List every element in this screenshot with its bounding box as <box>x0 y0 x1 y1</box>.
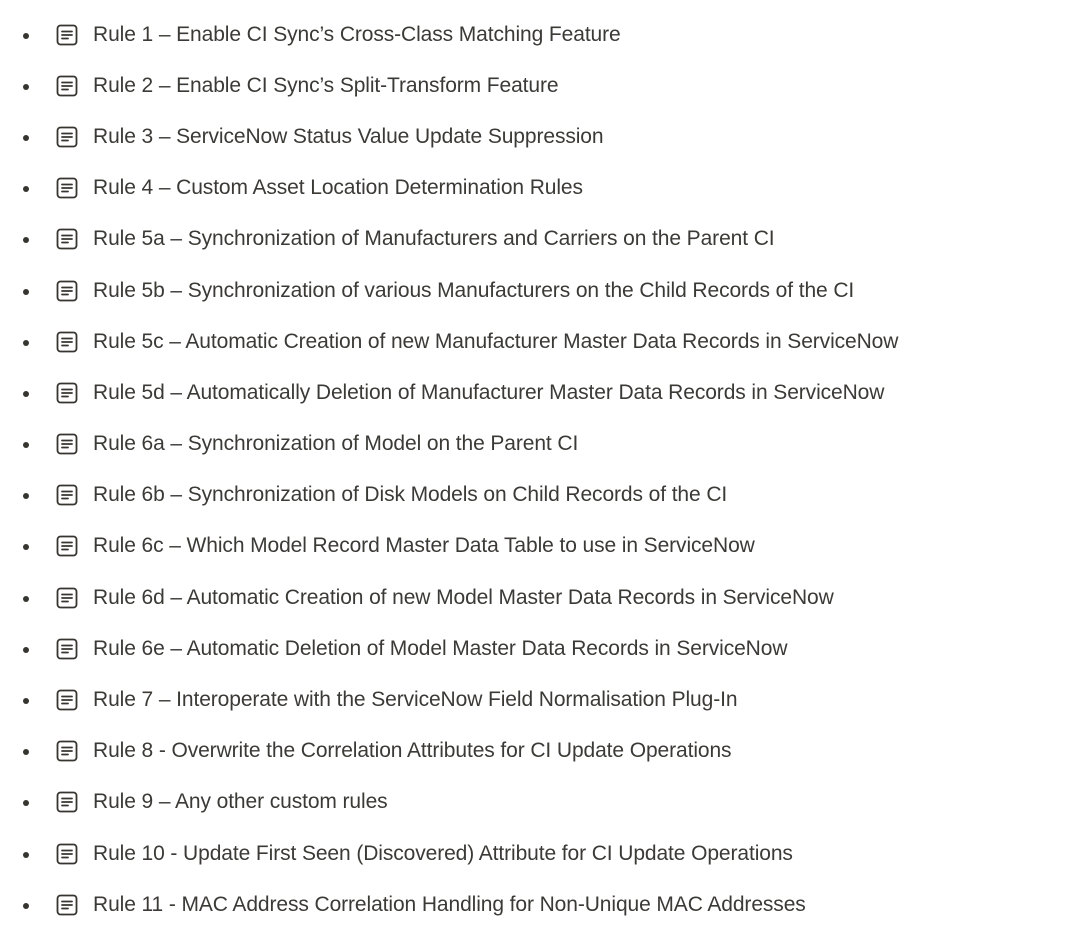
list-item <box>0 726 1080 777</box>
list-item <box>0 879 1080 930</box>
page-document-icon <box>56 894 78 916</box>
bullet-dot <box>23 596 29 602</box>
page-document-icon <box>56 177 78 199</box>
page-link-label: Rule 7 – Interoperate with the ServiceNow Field Normalisation Plug-In <box>93 688 738 712</box>
page-link-label: Rule 6b – Synchronization of Disk Models on Child Records of the CI <box>93 483 728 507</box>
page-document-icon <box>56 433 78 455</box>
page-link-label: Rule 6e – Automatic Deletion of Model Master Data Records in ServiceNow <box>93 636 788 660</box>
bullet-dot <box>23 33 29 39</box>
bullet-dot <box>23 647 29 653</box>
bullet-dot <box>23 698 29 704</box>
page-document-icon <box>56 280 78 302</box>
page-document-icon <box>56 484 78 506</box>
list-item <box>0 316 1080 367</box>
page-document-icon <box>56 75 78 97</box>
bullet-dot <box>23 340 29 346</box>
page-document-icon <box>56 587 78 609</box>
bullet-dot <box>23 186 29 192</box>
page-link[interactable] <box>56 214 775 265</box>
list-item <box>0 623 1080 674</box>
list-item <box>0 60 1080 111</box>
page-document-icon <box>56 843 78 865</box>
list-item <box>0 828 1080 879</box>
list-item <box>0 214 1080 265</box>
page-link-label: Rule 5d – Automatically Deletion of Manufacturer Master Data Records in ServiceNow <box>93 380 885 404</box>
page-link[interactable] <box>56 879 806 930</box>
page-link[interactable] <box>56 316 898 367</box>
page-document-icon <box>56 382 78 404</box>
page-link[interactable] <box>56 572 834 623</box>
list-item <box>0 265 1080 316</box>
page-link-label: Rule 5b – Synchronization of various Manufacturers on the Child Records of the CI <box>93 278 855 302</box>
page-link-label: Rule 11 - MAC Address Correlation Handling for Non-Unique MAC Addresses <box>93 892 806 916</box>
page-link-label: Rule 6d – Automatic Creation of new Model Master Data Records in ServiceNow <box>93 585 834 609</box>
page-document-icon <box>56 331 78 353</box>
page-document-icon <box>56 535 78 557</box>
bullet-dot <box>23 493 29 499</box>
page-document-icon <box>56 126 78 148</box>
page-link[interactable] <box>56 265 854 316</box>
page-link[interactable] <box>56 419 578 470</box>
list-item <box>0 572 1080 623</box>
list-item <box>0 777 1080 828</box>
bullet-dot <box>23 391 29 397</box>
bullet-dot <box>23 289 29 295</box>
list-item <box>0 367 1080 418</box>
bullet-dot <box>23 544 29 550</box>
page-link[interactable] <box>56 674 737 725</box>
page-link-label: Rule 10 - Update First Seen (Discovered) Attribute for CI Update Operations <box>93 841 793 865</box>
page-link[interactable] <box>56 777 388 828</box>
bullet-dot <box>23 903 29 909</box>
list-item <box>0 9 1080 60</box>
page-link[interactable] <box>56 9 621 60</box>
list-item <box>0 419 1080 470</box>
page-link[interactable] <box>56 163 583 214</box>
page-link[interactable] <box>56 111 603 162</box>
page-link[interactable] <box>56 828 793 879</box>
rules-page-link-list <box>0 9 1080 930</box>
page-link-label: Rule 4 – Custom Asset Location Determination Rules <box>93 176 583 200</box>
page-link-label: Rule 5c – Automatic Creation of new Manufacturer Master Data Records in ServiceNow <box>93 329 899 353</box>
bullet-dot <box>23 442 29 448</box>
page-document-icon <box>56 228 78 250</box>
page-link-label: Rule 2 – Enable CI Sync’s Split-Transform Feature <box>93 73 559 97</box>
page-link-label: Rule 3 – ServiceNow Status Value Update Suppression <box>93 124 604 148</box>
page-link-label: Rule 1 – Enable CI Sync’s Cross-Class Matching Feature <box>93 22 621 46</box>
bullet-dot <box>23 237 29 243</box>
page-document-icon <box>56 689 78 711</box>
list-item <box>0 111 1080 162</box>
page-link[interactable] <box>56 521 755 572</box>
bullet-dot <box>23 84 29 90</box>
bullet-dot <box>23 852 29 858</box>
list-item <box>0 470 1080 521</box>
page-link[interactable] <box>56 623 787 674</box>
page-link-label: Rule 6a – Synchronization of Model on the Parent CI <box>93 432 579 456</box>
page-link[interactable] <box>56 726 731 777</box>
page-link-label: Rule 6c – Which Model Record Master Data Table to use in ServiceNow <box>93 534 755 558</box>
page-link[interactable] <box>56 470 727 521</box>
page-document-icon <box>56 740 78 762</box>
page-link-label: Rule 5a – Synchronization of Manufacturers and Carriers on the Parent CI <box>93 227 775 251</box>
page-document-icon <box>56 791 78 813</box>
list-item <box>0 163 1080 214</box>
list-item <box>0 521 1080 572</box>
bullet-dot <box>23 800 29 806</box>
list-item <box>0 674 1080 725</box>
bullet-dot <box>23 135 29 141</box>
page-document-icon <box>56 24 78 46</box>
page-document-icon <box>56 638 78 660</box>
page-link[interactable] <box>56 367 884 418</box>
page-link[interactable] <box>56 60 558 111</box>
page-link-label: Rule 9 – Any other custom rules <box>93 790 388 814</box>
bullet-dot <box>23 749 29 755</box>
page-link-label: Rule 8 - Overwrite the Correlation Attributes for CI Update Operations <box>93 739 732 763</box>
